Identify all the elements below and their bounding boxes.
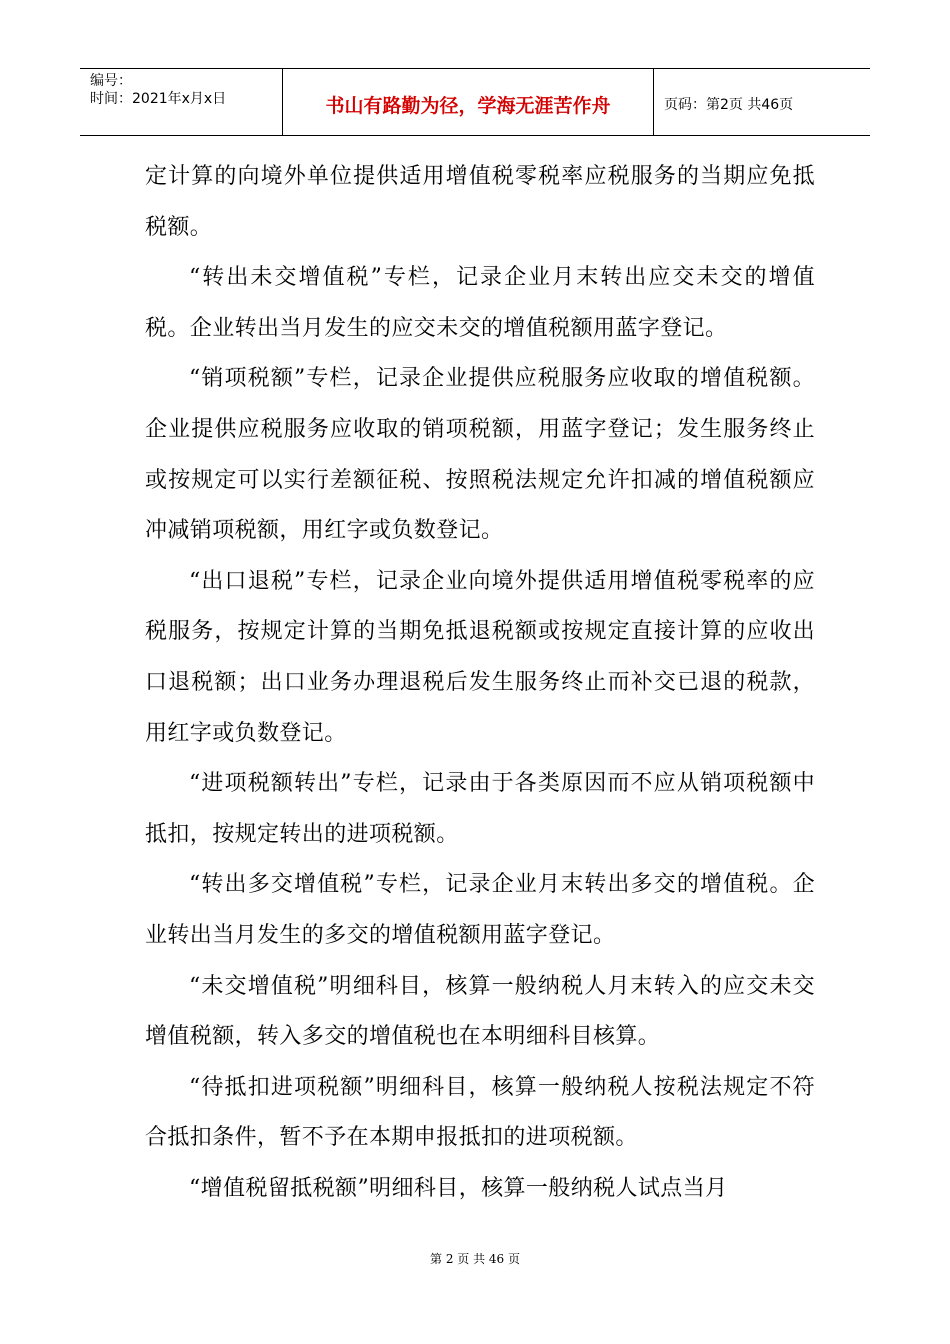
paragraph: “未交增值税”明细科目，核算一般纳税人月末转入的应交未交增值税额，转入多交的增值税也在本明细科目核算。 bbox=[145, 973, 815, 1050]
page-footer: 第 2 页 共 46 页 bbox=[430, 1252, 520, 1266]
paragraph: “待抵扣进项税额”明细科目，核算一般纳税人按税法规定不符合抵扣条件，暂不予在本期申报抵扣的进项税额。 bbox=[145, 1074, 815, 1151]
header-page-info: 页码：第2页 共46页 bbox=[664, 97, 794, 113]
paragraph: “进项税额转出”专栏，记录由于各类原因而不应从销项税额中抵扣，按规定转出的进项税额。 bbox=[145, 771, 815, 847]
paragraph: “出口退税”专栏，记录企业向境外提供适用增值税零税率的应税服务，按规定计算的当期免抵退税额或按规定直接计算的应收出口退税额；出口业务办理退税后发生服务终止而补交已退的税款，用红字或负数登记。 bbox=[145, 568, 815, 746]
header-motto: 书山有路勤为径，学海无涯苦作舟 bbox=[283, 69, 654, 135]
paragraph: “增值税留抵税额”明细科目，核算一般纳税人试点当月 bbox=[189, 1175, 728, 1201]
document-number-label: 编号： bbox=[90, 73, 132, 89]
paragraph: 定计算的向境外单位提供适用增值税零税率应税服务的当期应免抵税额。 bbox=[145, 164, 815, 240]
paragraph: “销项税额”专栏，记录企业提供应税服务应收取的增值税额。企业提供应税服务应收取的销项税额，用蓝字登记；发生服务终止或按规定可以实行差额征税、按照税法规定允许扣减的增值税额应冲减销项税额，用红字或负数登记。 bbox=[145, 366, 815, 544]
header-meta bbox=[80, 69, 283, 135]
paragraph: “转出多交增值税”专栏，记录企业月末转出多交的增值税。企业转出当月发生的多交的增值税额用蓝字登记。 bbox=[145, 872, 815, 948]
page-header bbox=[80, 68, 870, 136]
paragraph: “转出未交增值税”专栏，记录企业月末转出应交未交的增值税。企业转出当月发生的应交未交的增值税额用蓝字登记。 bbox=[145, 265, 815, 341]
document-body bbox=[145, 152, 815, 1214]
document-date: 时间：2021年x月x日 bbox=[90, 91, 227, 107]
